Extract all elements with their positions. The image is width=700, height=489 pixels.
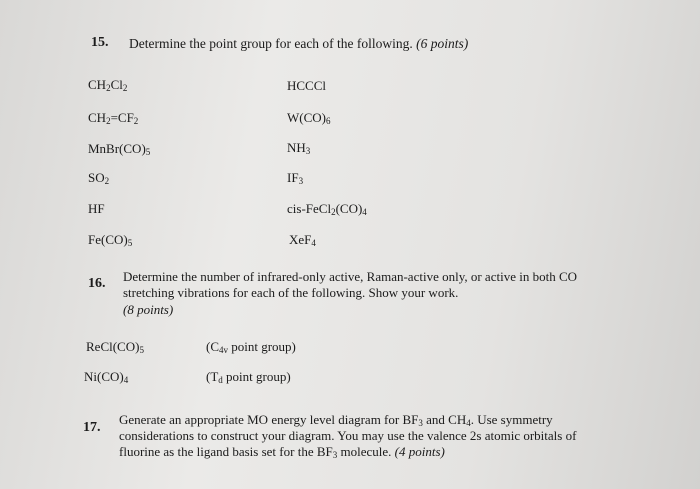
formula-xef4: XeF$_4$ [289, 232, 316, 248]
formula-ch2cl2: $CH_2Cl_2$ [88, 77, 128, 93]
question-16-line-1: Determine the number of infrared-only active, Raman-active only, or active in both CO [123, 269, 577, 284]
formula-recl-co5: $ReCl(CO)_5$ [86, 339, 144, 355]
question-15-points: (6 points) [416, 36, 469, 51]
question-17-points: (4 points) [394, 444, 445, 459]
formula-ni-co4: $Ni(CO)_4$ [84, 369, 129, 385]
point-group-td-note: ($T_d$ point group) [206, 369, 291, 385]
formula-if3: $IF_3$ [287, 170, 304, 186]
question-15-text: Determine the point group for each of the following. [129, 36, 413, 51]
question-17-line-3-text: fluorine as the ligand basis set for the $BF_3$ molecule. [119, 444, 392, 460]
formula-ch2cf2: $CH_2=CF_2$ [88, 110, 139, 126]
question-15-number: 15. [91, 35, 109, 50]
question-16-points: (8 points) [123, 302, 174, 317]
formula-fe-co5: $Fe(CO)_5$ [88, 232, 133, 248]
question-17-number: 17. [83, 420, 101, 435]
formula-mnbr-co5: $MnBr(CO)_5$ [88, 141, 151, 157]
formula-w-co6: $W(CO)_6$ [287, 110, 331, 126]
formula-so2: $SO_2$ [88, 170, 110, 186]
formula-nh3: $NH_3$ [287, 140, 311, 156]
question-16-line-2: stretching vibrations for each of the following. Show your work. [123, 285, 459, 300]
question-16-number: 16. [88, 276, 106, 291]
point-group-c4v-note: ($C_{4v}$ point group) [206, 339, 296, 355]
question-17-line-3 [119, 444, 445, 460]
question-17-line-1: Generate an appropriate MO energy level diagram for $BF_3$ and $CH_4$. Use symmetry [119, 412, 553, 428]
formula-hcccl: HCCCl [287, 78, 327, 93]
question-15-prompt [129, 36, 468, 52]
formula-hf: HF [88, 201, 105, 216]
question-17-line-2: considerations to construct your diagram. You may use the valence 2s atomic orbitals of [119, 428, 577, 443]
formula-cis-fecl2-co4: cis-$FeCl_2(CO)_4$ [287, 201, 367, 217]
